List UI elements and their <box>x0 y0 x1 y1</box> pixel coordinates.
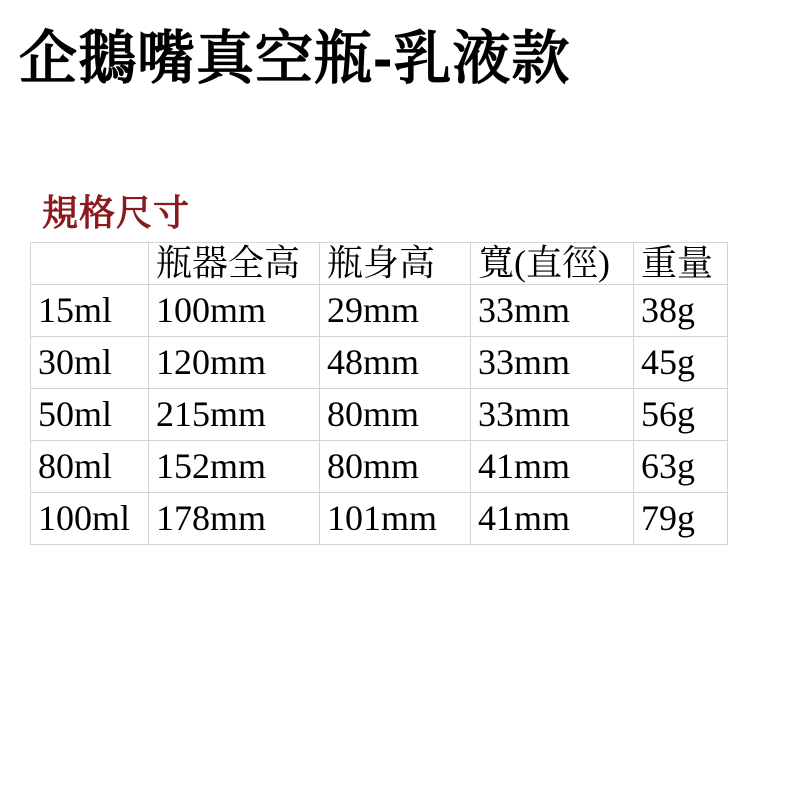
cell-weight: 63g <box>634 441 728 493</box>
cell-width-diameter: 41mm <box>471 441 634 493</box>
cell-total-height: 215mm <box>149 389 320 441</box>
header-cell-weight: 重量 <box>634 243 728 285</box>
spec-row-30ml <box>31 337 728 389</box>
cell-body-height: 80mm <box>320 441 471 493</box>
cell-weight: 79g <box>634 493 728 545</box>
cell-weight: 56g <box>634 389 728 441</box>
header-cell-width-diameter: 寬(直徑) <box>471 243 634 285</box>
cell-width-diameter: 33mm <box>471 285 634 337</box>
header-cell-body-height: 瓶身高 <box>320 243 471 285</box>
cell-weight: 38g <box>634 285 728 337</box>
spec-table <box>30 242 728 545</box>
cell-width-diameter: 41mm <box>471 493 634 545</box>
cell-capacity: 30ml <box>31 337 149 389</box>
spec-row-15ml <box>31 285 728 337</box>
cell-total-height: 100mm <box>149 285 320 337</box>
cell-width-diameter: 33mm <box>471 389 634 441</box>
cell-body-height: 101mm <box>320 493 471 545</box>
header-cell-total-height: 瓶器全高 <box>149 243 320 285</box>
cell-body-height: 48mm <box>320 337 471 389</box>
cell-capacity: 100ml <box>31 493 149 545</box>
cell-capacity: 50ml <box>31 389 149 441</box>
spec-table-header-row <box>31 243 728 285</box>
cell-total-height: 152mm <box>149 441 320 493</box>
product-title: 企鵝嘴真空瓶-乳液款 <box>19 26 571 91</box>
cell-body-height: 29mm <box>320 285 471 337</box>
cell-total-height: 178mm <box>149 493 320 545</box>
cell-capacity: 15ml <box>31 285 149 337</box>
cell-capacity: 80ml <box>31 441 149 493</box>
cell-total-height: 120mm <box>149 337 320 389</box>
cell-body-height: 80mm <box>320 389 471 441</box>
cell-weight: 45g <box>634 337 728 389</box>
header-cell-blank <box>31 243 149 285</box>
spec-row-80ml <box>31 441 728 493</box>
section-title-specs: 規格尺寸 <box>42 192 191 233</box>
spec-row-100ml <box>31 493 728 545</box>
spec-row-50ml <box>31 389 728 441</box>
cell-width-diameter: 33mm <box>471 337 634 389</box>
